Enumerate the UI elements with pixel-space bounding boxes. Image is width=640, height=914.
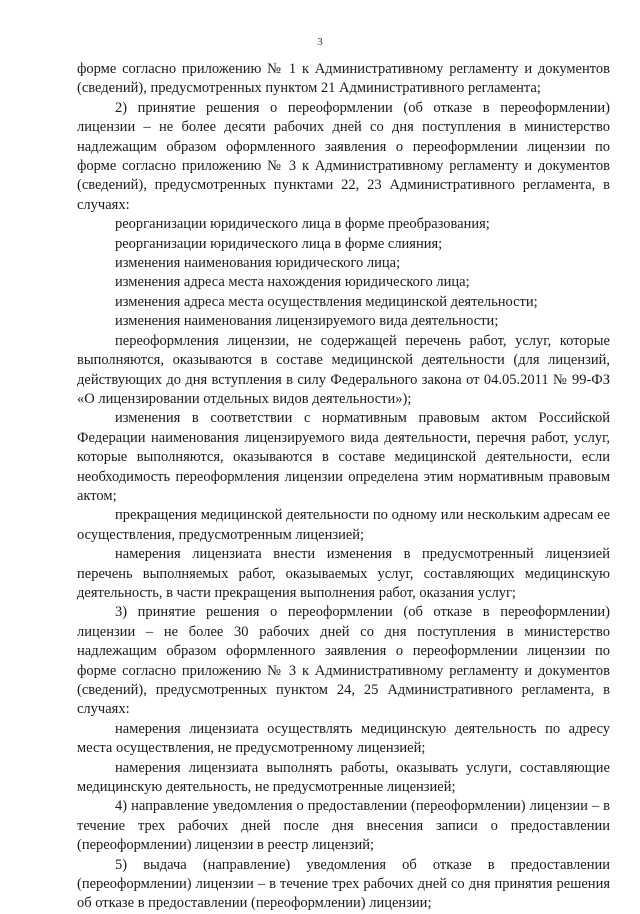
page-number: 3 [317,36,323,48]
paragraph: реорганизации юридического лица в форме слияния; [115,235,443,252]
paragraph: прекращения медицинской деятельности по одному или нескольким адресам ее осуществления, предусмотренным лицензией; [77,507,610,543]
paragraph: 5) выдача (направление) уведомления об отказе в предоставлении (переоформлении) лицензии – в течение трех рабочих дней со дня принятия решения об отказе в предоставлении (переоформлении) лицензии; [77,856,610,912]
paragraph: реорганизации юридического лица в форме преобразования; [115,216,490,233]
paragraph: 3) принятие решения о переоформлении (об отказе в переоформлении) лицензии – не более 30 рабочих дней со дня поступления в министерство надлежащим образом оформленного заявления о переоформлении лицензии по форме согласно приложению № 3 к Административному регламенту и документов (сведений), предусмотренных пунктом 24, 25 Административного регламента, в случаях: [77,604,610,718]
paragraph: изменения в соответствии с нормативным правовым актом Российской Федерации наименования лицензируемого вида деятельности, перечня работ, услуг, которые выполняются, оказываются в составе медицинской деятельности, если необходимость переоформления лицензии определена этим нормативным правовым актом; [77,410,610,504]
paragraph: изменения наименования юридического лица; [115,255,401,272]
paragraph: намерения лицензиата осуществлять медицинскую деятельность по адресу места осуществления, не предусмотренному лицензией; [77,720,610,757]
document-body [77,60,610,914]
paragraph: изменения наименования лицензируемого вида деятельности; [115,313,499,330]
paragraph: намерения лицензиата внести изменения в предусмотренный лицензией перечень выполняемых работ, оказываемых услуг, составляющих медицинскую деятельность, в части прекращения выполнения работ, оказания услуг; [77,546,610,601]
paragraph: форме согласно приложению № 1 к Административному регламенту и документов (сведений), предусмотренных пунктом 21 Административного регламента; [77,61,610,97]
paragraph: переоформления лицензии, не содержащей перечень работ, услуг, которые выполняются, оказываются в составе медицинской деятельности (для лицензий, действующих до дня вступления в силу Федерального закона от 04.05.2011 № 99-ФЗ «О лицензировании отдельных видов деятельности»); [77,332,610,407]
paragraph: изменения адреса места осуществления медицинской деятельности; [115,293,538,310]
paragraph: намерения лицензиата выполнять работы, оказывать услуги, составляющие медицинскую деятельность, не предусмотренные лицензией; [77,759,610,796]
paragraph: изменения адреса места нахождения юридического лица; [115,274,470,291]
paragraph: 4) направление уведомления о предоставлении (переоформлении) лицензии – в течение трех рабочих дней после дня внесения записи о предоставлении (переоформлении) лицензии в реестр лицензий; [77,798,610,854]
paragraph: 2) принятие решения о переоформлении (об отказе в переоформлении) лицензии – не более десяти рабочих дней со дня поступления в министерство надлежащим образом оформленного заявления о переоформлении лицензии по форме согласно приложению № 3 к Административному регламенту и документов (сведений), предусмотренных пунктами 22, 23 Административного регламента, в случаях: [77,99,610,213]
